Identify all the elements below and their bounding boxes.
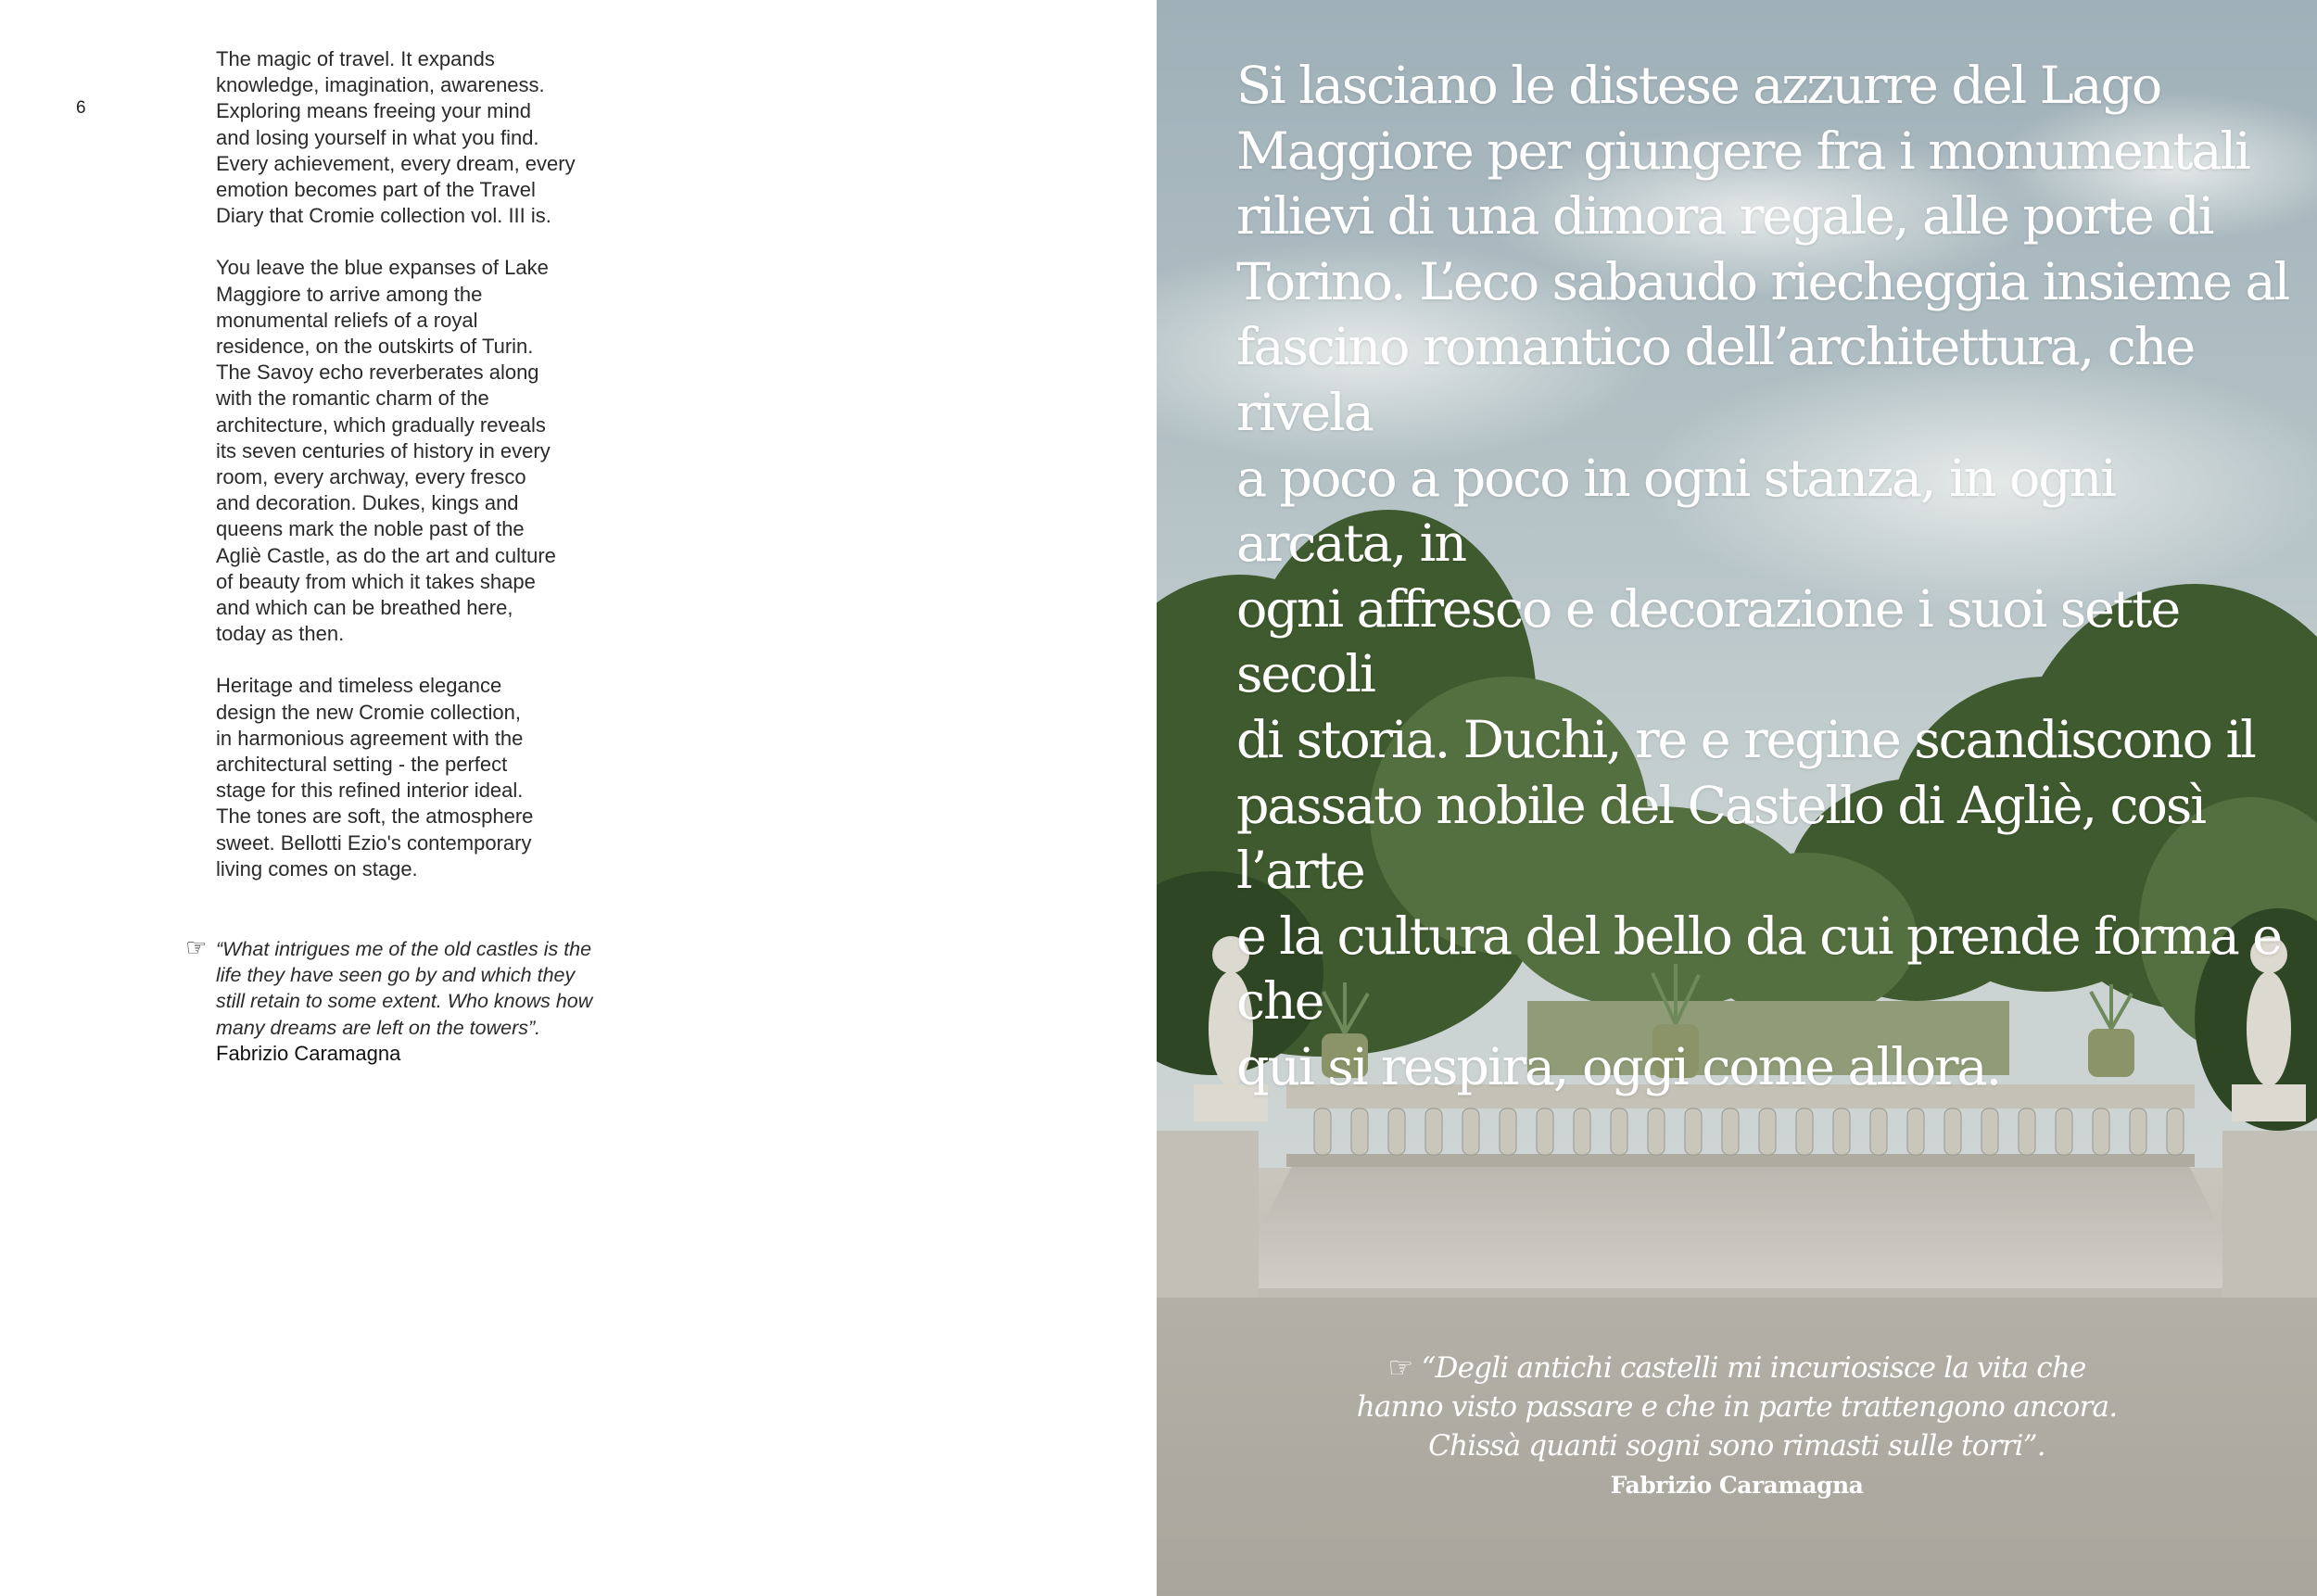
paragraph-collection: Heritage and timeless elegance design the new Cromie collection, in harmonious agreement with the architectural setting - the perfect stage for this refined interior ideal. The tones are soft, the atmosphere sweet. Bellotti Ezio's contemporary living comes on stage.	[216, 674, 534, 880]
quote-english	[216, 936, 605, 1067]
pointing-hand-icon: ☞	[185, 934, 208, 962]
quote-text-italian	[1157, 1349, 2317, 1465]
body-text-column	[216, 46, 605, 908]
paragraph-intro: The magic of travel. It expands knowledge, imagination, awareness. Exploring means freeing your mind and losing yourself in what you find. Every achievement, every dream, every emotion becomes part of the Travel Diary that Cromie collection vol. III is.	[216, 47, 576, 228]
quote-author-italian: Fabrizio Caramagna	[1610, 1472, 1864, 1499]
quote-author: Fabrizio Caramagna	[216, 1041, 401, 1065]
quote-text: “What intrigues me of the old castles is the life they have seen go by and which they still retain to some extent. Who knows how many dreams are left on the towers”.	[216, 938, 593, 1039]
pointing-hand-icon: ☞	[1387, 1351, 1413, 1385]
paragraph-castle: You leave the blue expanses of Lake Maggiore to arrive among the monumental reliefs of a royal residence, on the outskirts of Turin. The Savoy echo reverberates along with the romantic charm of the architecture, which gradually reveals its seven centuries of history in every room, every archway, every fresco and decoration. Dukes, kings and queens mark the noble past of the Agliè Castle, as do the art and culture of beauty from which it takes shape and which can be breathed here, today as then.	[216, 256, 556, 646]
left-page	[0, 0, 1157, 1596]
right-page	[1157, 0, 2317, 1596]
quote-text-body: “Degli antichi castelli mi incuriosisce la vita che hanno visto passare e che in parte trattengono ancora. Chissà quanti sogni sono rimasti sulle torri”.	[1356, 1351, 2118, 1463]
italian-headline: Si lasciano le distese azzurre del Lago Maggiore per giungere fra i monumentali rilievi di una dimora regale, alle porte di Torino. L’eco sabaudo riecheggia insieme al fascino romantico dell’architettura, che rivela a poco a poco in ogni stanza, in ogni arcata, in ogni affresco e decorazione i suoi sette secoli di storia. Duchi, re e regine scandiscono il passato nobile del Castello di Agliè, così l’arte e la cultura del bello da cui prende forma e che qui si respira, oggi come allora.	[1236, 56, 2289, 1097]
quote-italian	[1157, 1349, 2317, 1504]
page-number: 6	[76, 98, 86, 118]
